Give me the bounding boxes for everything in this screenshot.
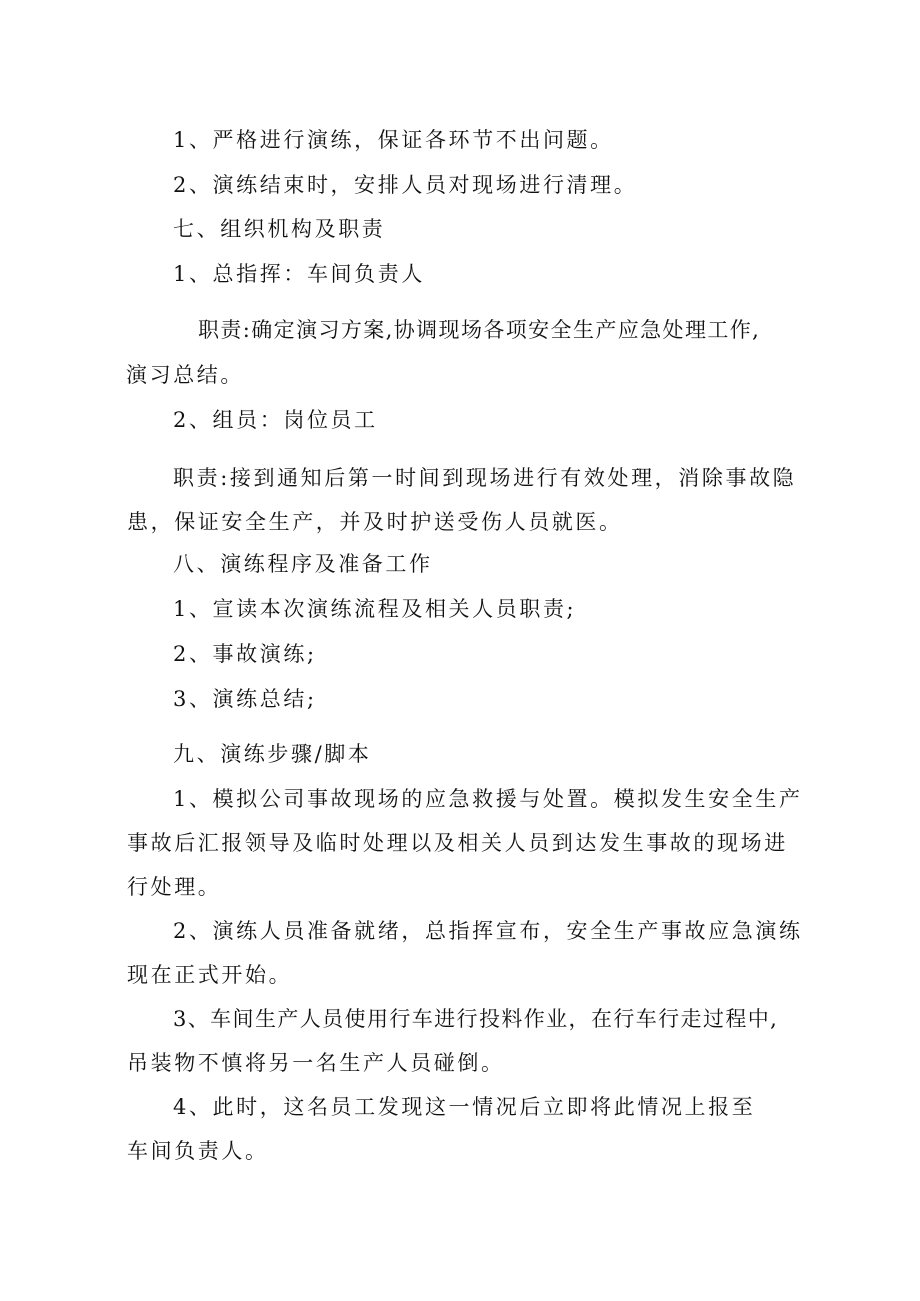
paragraph-line-23: 车间负责人。	[127, 1139, 269, 1163]
section-heading-9: 九、演练步骤/脚本	[173, 742, 372, 766]
paragraph-line-9: 患，保证安全生产，并及时护送受伤人员就医。	[127, 510, 623, 534]
paragraph-line-18: 2、演练人员准备就绪，总指挥宣布，安全生产事故应急演练	[173, 919, 803, 943]
paragraph-line-5: 职责:确定演习方案,协调现场各项安全生产应急处理工作,	[198, 318, 761, 342]
paragraph-line-6: 演习总结。	[126, 363, 244, 387]
paragraph-line-16: 事故后汇报领导及临时处理以及相关人员到达发生事故的现场进	[127, 831, 788, 855]
paragraph-line-1: 1、严格进行演练，保证各环节不出问题。	[173, 128, 614, 152]
paragraph-line-22: 4、此时，这名员工发现这一情况后立即将此情况上报至	[173, 1095, 756, 1119]
paragraph-line-21: 吊装物不慎将另一名生产人员碰倒。	[127, 1051, 505, 1075]
paragraph-line-17: 行处理。	[127, 875, 222, 899]
paragraph-line-15: 1、模拟公司事故现场的应急救援与处置。模拟发生安全生产	[173, 787, 803, 811]
paragraph-line-8: 职责:接到通知后第一时间到现场进行有效处理，消除事故隐	[173, 466, 797, 490]
paragraph-line-11: 1、宣读本次演练流程及相关人员职责;	[173, 597, 577, 621]
paragraph-line-7: 2、组员：岗位员工	[173, 408, 378, 432]
section-heading-7: 七、组织机构及职责	[173, 217, 386, 241]
paragraph-line-4: 1、总指挥：车间负责人	[173, 262, 425, 286]
paragraph-line-12: 2、事故演练;	[173, 642, 317, 666]
section-heading-8: 八、演练程序及准备工作	[173, 552, 433, 576]
paragraph-line-20: 3、车间生产人员使用行车进行投料作业，在行车行走过程中,	[173, 1007, 779, 1031]
paragraph-line-13: 3、演练总结;	[173, 687, 317, 711]
paragraph-line-19: 现在正式开始。	[127, 963, 293, 987]
paragraph-line-2: 2、演练结束时，安排人员对现场进行清理。	[173, 173, 638, 197]
